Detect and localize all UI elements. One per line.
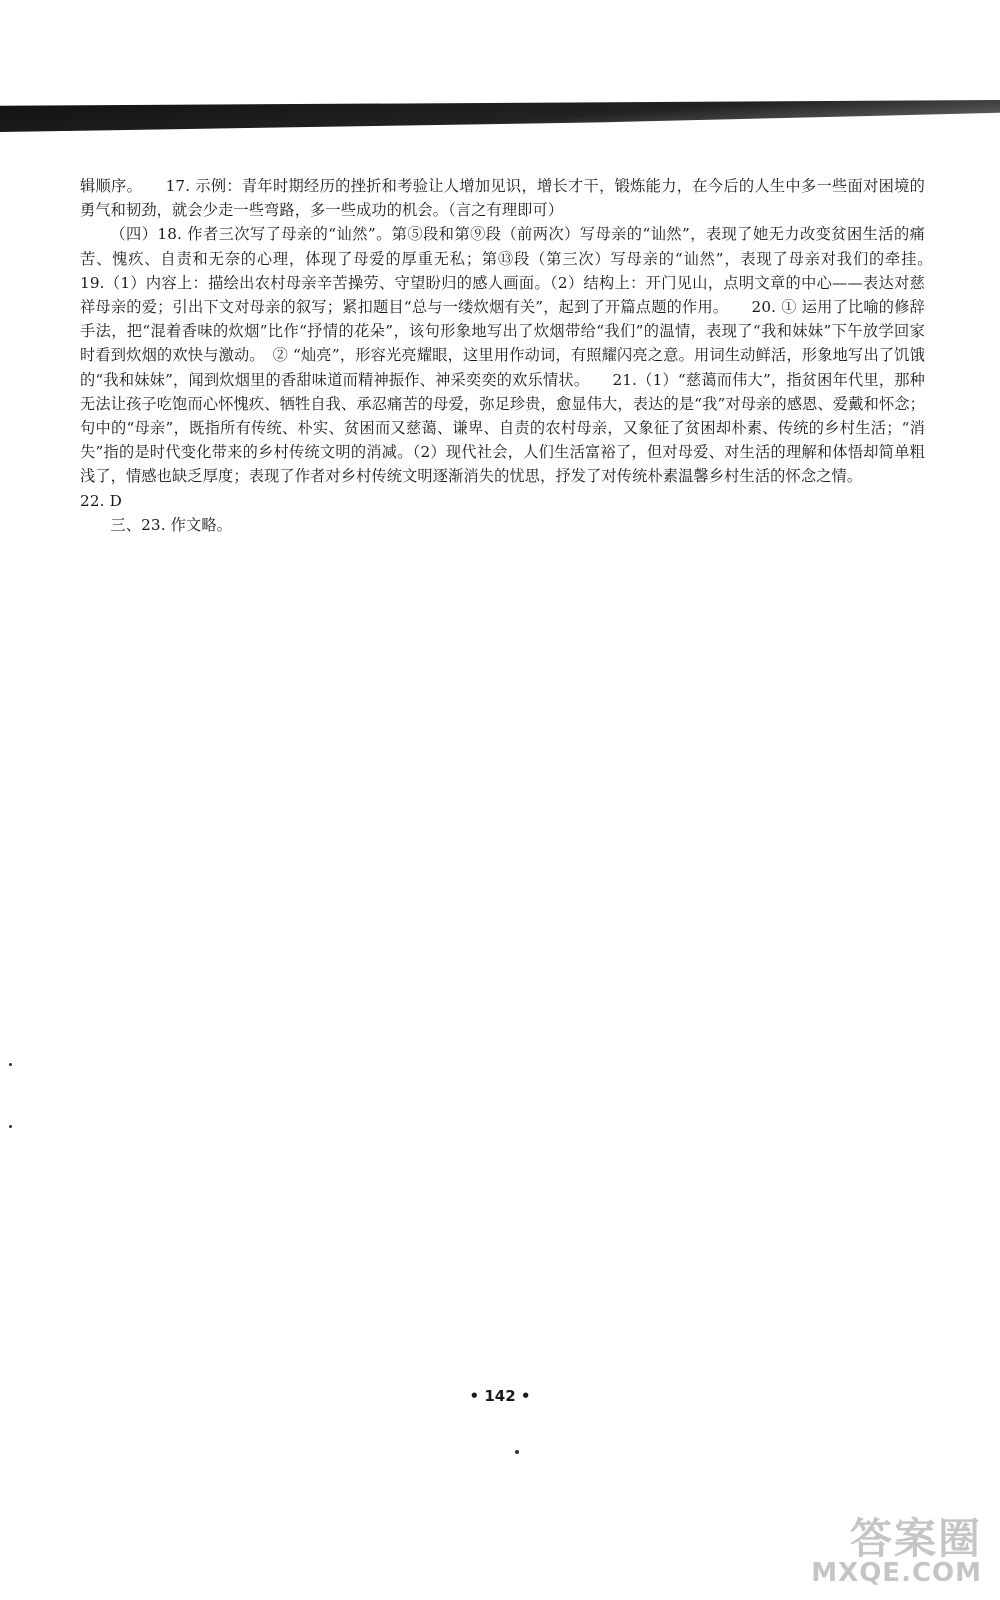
page-number: • 142 • [469, 1387, 531, 1405]
paragraph-1: 辑顺序。 17. 示例：青年时期经历的挫折和考验让人增加见识，增长才干，锻炼能力，在今后的人生中多一些面对困境的勇气和韧劲，就会少走一些弯路，多一些成功的机会。（言之有理即可） [80, 177, 925, 220]
paragraph-2: （四）18. 作者三次写了母亲的“讪然”。第⑤段和第⑨段（前两次）写母亲的“讪然”，表现了她无力改变贫困生活的痛苦、愧疚、自责和无奈的心理，体现了母爱的厚重无私；第⑬段（第三次）写母亲的“讪然”，表现了母亲对我们的牵挂。 19.（1）内容上：描绘出农村母亲辛苦操劳、守望盼归的感人画面。（2）结构上：开门见山，点明文章的中心——表达对慈祥母亲的爱；引出下文对母亲的叙写；紧扣题目“总与一缕炊烟有关”，起到了开篇点题的作用。 20. ① 运用了比喻的修辞手法，把“混着香味的炊烟”比作“抒情的花朵”，该句形象地写出了炊烟带给“我们”的温情，表现了“我和妹妹”下午放学回家时看到炊烟的欢快与激动。 ② “灿亮”，形容光亮耀眼，这里用作动词，有照耀闪亮之意。用词生动鲜活，形象地写出了饥饿的“我和妹妹”，闻到炊烟里的香甜味道而精神振作、神采奕奕的欢乐情状。 21.（1）“慈蔼而伟大”，指贫困年代里，那种无法让孩子吃饱而心怀愧疚、牺牲自我、承忍痛苦的母爱，弥足珍贵，愈显伟大，表达的是“我”对母亲的感恩、爱戴和怀念；句中的“母亲”，既指所有传统、朴实、贫困而又慈蔼、谦卑、自责的农村母亲，又象征了贫困却朴素、传统的乡村生活；“消失”指的是时代变化带来的乡村传统文明的消减。（2）现代社会，人们生活富裕了，但对母爱、对生活的理解和体悟却简单粗浅了，情感也缺乏厚度；表现了作者对乡村传统文明逐渐消失的忧思，抒发了对传统朴素温馨乡村生活的怀念之情。 [80, 225, 956, 486]
scan-speck [9, 1125, 12, 1128]
scan-shadow-band [0, 100, 1000, 132]
answer-text-block [80, 174, 956, 537]
watermark-domain: MXQE.COM [811, 1558, 982, 1588]
scan-speck [515, 1450, 519, 1454]
watermark-logo-text: 答案圈 [849, 1514, 982, 1563]
site-watermark [802, 1506, 982, 1594]
scan-speck [9, 1063, 12, 1066]
paragraph-4: 三、23. 作文略。 [110, 515, 232, 534]
paragraph-3: 22. D [80, 491, 122, 510]
